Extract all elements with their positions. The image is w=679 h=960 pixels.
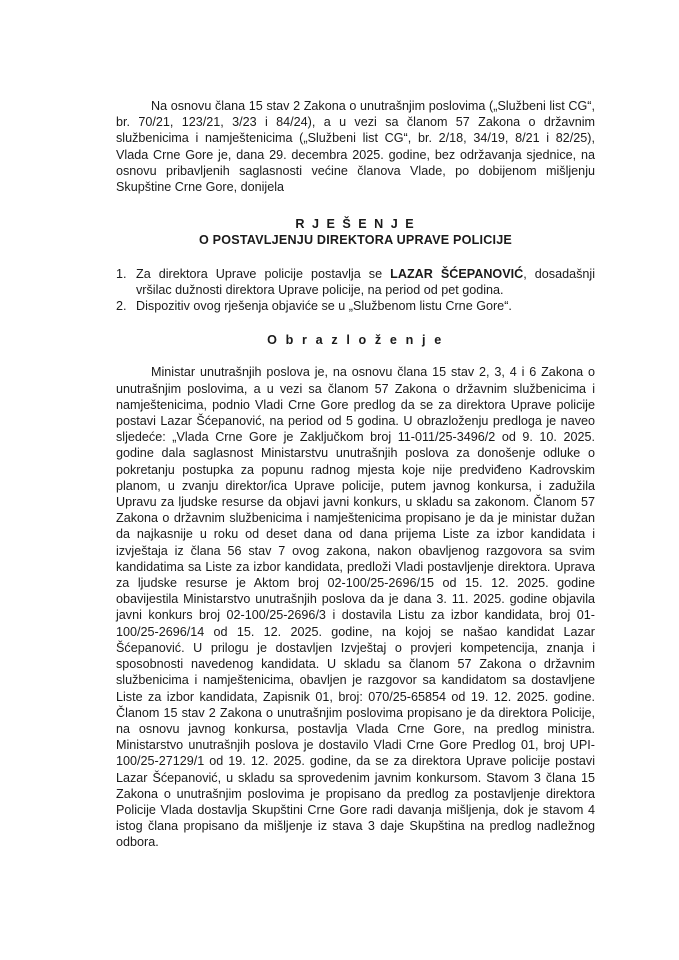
reasoning-paragraph: Ministar unutrašnjih poslova je, na osnovu člana 15 stav 2, 3, 4 i 6 Zakona o unutrašnjim poslovima, a u vezi sa članom 57 Zakona o državnim službenicima i namještenicima, podnio Vladi Crne Gore predlog da se za direktora Uprave policije postavi Lazar Šćepanović, na period od 5 godina. U obrazloženju predloga je naveo sljedeće: „Vlada Crne Gore je Zaključkom broj 11-011/25-3496/2 od 9. 10. 2025. godine dala saglasnost Ministarstvu unutrašnjih poslova za donošenje odluke o pokretanju postupka za popunu radnog mjesta koje nije predviđeno Kadrovskim planom, u zvanju direktor/ica Uprave policije, putem javnog konkursa, i zadužila Upravu za ljudske resurse da objavi javni konkurs, u skladu sa zakonom. Članom 57 Zakona o državnim službenicima i namještenicima propisano je da je ministar dužan da najkasnije u roku od deset dana od dana prijema Liste za izbor kandidata i izvještaja iz člana 56 stav 7 ovog zakona, nakon obavljenog razgovora sa svim kandidatima sa Liste za izbor kandidata, predloži Vladi postavljenje direktora. Uprava za ljudske resurse je Aktom broj 02-100/25-2696/15 od 15. 12. 2025. godine obavijestila Ministarstvo unutrašnjih poslova da je dana 3. 11. 2025. godine objavila javni konkurs broj 02-100/25-2696/3 i dostavila Listu za izbor kandidata, broj 01-100/25-2696/14 od 15. 12. 2025. godine, na kojoj se našao kandidat Lazar Šćepanović. U prilogu je dostavljen Izvještaj o provjeri kompetencija, znanja i sposobnosti navedenog kandidata. U skladu sa članom 57 Zakona o državnim službenicima i namještenicima, obavljen je razgovor sa kandidatom sa dostavljene Liste za izbor kandidata, Zapisnik 01, broj: 070/25-65854 od 19. 12. 2025. godine. Članom 15 stav 2 Zakona o unutrašnjim poslovima propisano je da direktora Policije, na osnovu javnog konkursa, postavlja Vlada Crne Gore, na predlog ministra. Ministarstvo unutrašnjih poslova je dostavilo Vladi Crne Gore Predlog 01, broj UPI-100/25-27129/1 od 19. 12. 2025. godine, da se za direktora Uprave policije postavi Lazar Šćepanović, u skladu sa sprovedenim javnim konkursom. Stavom 3 člana 15 Zakona o unutrašnjim poslovima je propisano da predlog za postavljenje direktora Policije Vlada dostavlja Skupštini Crne Gore radi davanja mišljenja, dok je stavom 4 istog člana propisano da mišljenje iz stava 3 daje Skupština na predlog nadležnog odbora. [116,365,595,850]
decision-title-line2: O POSTAVLJENJU DIREKTORA UPRAVE POLICIJE [198,233,513,248]
item-number: 1. [116,266,127,281]
intro-paragraph: Na osnovu člana 15 stav 2 Zakona o unutrašnjim poslovima („Službeni list CG“, br. 70/21, 123/21, 3/23 i 84/24), a u vezi sa članom 57 Zakona o državnim službenicima i namještenicima („Službeni list CG“, br. 2/18, 34/19, 8/21 i 82/25), Vlada Crne Gore je, dana 29. decembra 2025. godine, bez održavanja sjednice, na osnovu pribavljenih saglasnosti većine članova Vlade, po dobijenom mišljenju Skupštine Crne Gore, donijela [116,99,595,195]
item-text: Dispozitiv ovog rješenja objaviće se u „Službenom listu Crne Gore“. [136,299,512,314]
decision-title-line1: R J E Š E N J E [295,217,416,232]
item-text-before: Za direktora Uprave policije postavlja se [136,266,391,281]
decision-item-1 [116,266,595,298]
decision-item-2 [116,298,595,314]
appointee-name: LAZAR ŠĆEPANOVIĆ [390,266,524,281]
reasoning-heading: O b r a z l o ž e n j e [267,333,444,348]
item-text [136,266,595,298]
decision-items [116,266,595,315]
item-number: 2. [116,299,127,314]
item-text-after: , dosadašnji vršilac dužnosti direktora Uprave policije, na period od pet godina. [136,266,596,297]
decision-title [116,216,595,248]
